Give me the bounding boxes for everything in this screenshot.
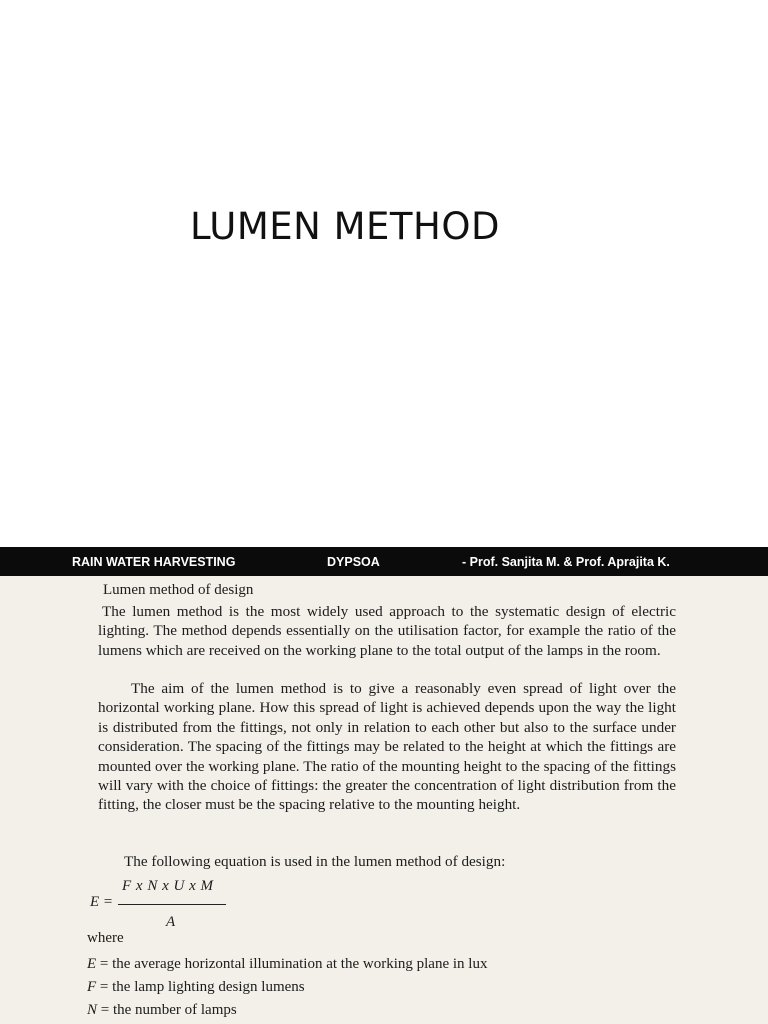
slide-title: LUMEN METHOD xyxy=(190,205,500,248)
definition-symbol: F xyxy=(87,979,97,995)
definition-e xyxy=(87,956,487,973)
definition-symbol: E xyxy=(87,956,97,972)
footer-institution: DYPSOA xyxy=(327,555,380,569)
equation-numerator: F x N x U x M xyxy=(122,878,214,894)
where-label: where xyxy=(87,930,124,946)
scanned-page xyxy=(0,576,768,1024)
definition-symbol: N xyxy=(87,1002,98,1018)
definition-text: = the number of lamps xyxy=(97,1002,237,1018)
definition-f xyxy=(87,979,305,996)
paragraph-3: The following equation is used in the lumen method of design: xyxy=(124,853,506,870)
fraction-bar xyxy=(118,904,226,905)
definition-text: = the average horizontal illumination at the working plane in lux xyxy=(96,956,488,972)
paragraph-2: The aim of the lumen method is to give a reasonably even spread of light over the horizontal working plane. How this spread of light is achieved depends upon the way the light is distributed from the fittings, not only in relation to each other but also to the surface under consideration. The spacing of the fittings may be related to the height at which the fittings are mounted over the working plane. The ratio of the mounting height to the spacing of the fittings will vary with the choice of fittings: the greater the concentration of light distribution from the fitting, the closer must be the spacing relative to the mounting height. xyxy=(98,680,676,814)
footer-bar xyxy=(0,547,768,576)
footer-authors: - Prof. Sanjita M. & Prof. Aprajita K. xyxy=(462,555,670,569)
lumen-equation xyxy=(90,877,290,937)
paragraph-1: The lumen method is the most widely used approach to the systematic design of electric lighting. The method depends essentially on the utilisation factor, for example the ratio of the lumens which are received on the working plane to the total output of the lamps in the room. xyxy=(98,603,676,659)
equation-lhs: E = xyxy=(90,894,114,910)
definition-n xyxy=(87,1002,237,1019)
section-heading: Lumen method of design xyxy=(103,582,254,598)
definition-text: = the lamp lighting design lumens xyxy=(96,979,305,995)
equation-denominator: A xyxy=(166,914,176,930)
footer-course-title: RAIN WATER HARVESTING xyxy=(72,555,236,569)
